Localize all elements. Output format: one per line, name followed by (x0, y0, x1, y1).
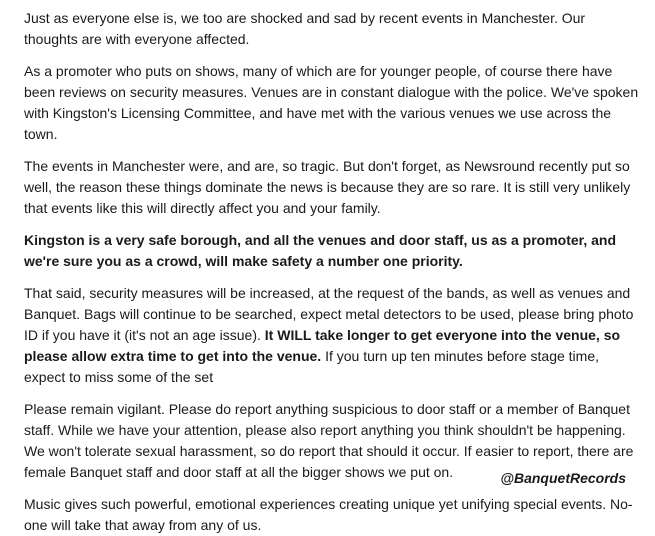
paragraph-security-measures (24, 283, 641, 388)
paragraph-closing: Music gives such powerful, emotional experiences creating unique yet unifying special events. No-one will take that away from any of us. (24, 496, 633, 533)
security-measures-note: If you turn up ten minutes before stage time, expect to miss some of the set (24, 348, 600, 385)
signature: @BanquetRecords (500, 470, 626, 486)
security-measures-text: That said, security measures will be increased, at the request of the bands, as well as venues and Banquet. Bags will continue to be searched, expect metal detectors to be used, please bring photo ID if you have it (it's not an age issue). (24, 285, 634, 343)
security-measures-emphasis: It WILL take longer to get everyone into the venue, so please allow extra time to get into the venue. (24, 327, 621, 364)
paragraph-reassurance: The events in Manchester were, and are, so tragic. But don't forget, as Newsround recently put so well, the reason these things dominate the news is because they are so rare. It is still very unlikely that events like this will directly affect you and your family. (24, 158, 631, 216)
paragraph-condolences: Just as everyone else is, we too are shocked and sad by recent events in Manchester. Our thoughts are with everyone affected. (24, 10, 586, 47)
paragraph-security-reviews: As a promoter who puts on shows, many of which are for younger people, of course there have been reviews on security measures. Venues are in constant dialogue with the police. We've spoken with Kingston's Licensing Committee, and have met with the various venues we use across the town. (24, 63, 639, 142)
paragraph-safe-borough: Kingston is a very safe borough, and all the venues and door staff, us as a promoter, and we're sure you as a crowd, will make safety a number one priority. (24, 232, 617, 269)
paragraph-vigilance: Please remain vigilant. Please do report anything suspicious to door staff or a member of Banquet staff. While we have your attention, please also report anything you think shouldn't be happening. We won't tolerate sexual harassment, so do report that should it occur. If easier to report, there are female Banquet staff and door staff at all the bigger shows we put on. (24, 401, 634, 480)
